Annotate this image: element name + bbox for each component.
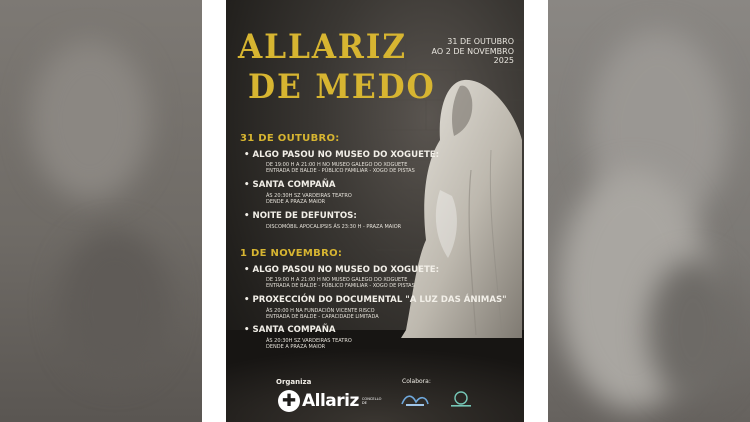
- logo-wordmark: Allariz: [302, 391, 359, 411]
- event-detail-line: DE 19:00 H A 21:00 H NO MUSEO GALEGO DO XOGUETE: [266, 162, 408, 168]
- event-details: [266, 162, 415, 175]
- date-line: 31 DE OUTUBRO: [447, 37, 514, 46]
- event-title: • ALGO PASOU NO MUSEO DO XOGUETE:: [244, 150, 439, 160]
- event-detail-line: DENDE A PRAZA MAIOR: [266, 199, 326, 206]
- date-line: 2025: [493, 56, 514, 65]
- blurred-background-left: [0, 0, 202, 422]
- event-detail-line: ÁS 20:30H SZ VARDEIRAS TEATRO: [266, 193, 352, 199]
- event-detail-line: ÁS 20:00 H NA FUNDACIÓN VICENTE RISCO: [266, 308, 375, 314]
- event-title: • SANTA COMPAÑA: [244, 325, 336, 335]
- partner-logo-icon: [446, 390, 476, 408]
- event-poster: [226, 0, 524, 422]
- event-detail-line: DE 19:00 H A 21:00 H NO MUSEO GALEGO DO XOGUETE: [266, 277, 408, 283]
- event-detail-line: ENTRADA DE BALDE - PÚBLICO FAMILIAR - XOGO DE PISTAS: [266, 283, 415, 290]
- event-details: [266, 277, 415, 290]
- blurred-background-right: [548, 0, 750, 422]
- event-details: [266, 338, 352, 351]
- event-details: [266, 193, 352, 206]
- event-title: • SANTA COMPAÑA: [244, 180, 336, 190]
- event-detail-line: ENTRADA DE BALDE - CAPACIDADE LIMITADA: [266, 314, 379, 321]
- logo-subtext: CONCELLO DE: [361, 397, 382, 405]
- event-detail-line: DISCOMÓBIL APOCALIPSIS ÁS 23:30 H - PRAZA MAIOR: [266, 224, 402, 230]
- event-title: • PROXECCIÓN DO DOCUMENTAL "A LUZ DAS ÁNIMAS": [244, 295, 507, 305]
- event-detail-line: ENTRADA DE BALDE - PÚBLICO FAMILIAR - XOGO DE PISTAS: [266, 168, 415, 175]
- concello-allariz-logo: [278, 390, 384, 412]
- event-title: • ALGO PASOU NO MUSEO DO XOGUETE:: [244, 265, 439, 275]
- event-title: • NOITE DE DEFUNTOS:: [244, 211, 357, 221]
- event-detail-line: DENDE A PRAZA MAIOR: [266, 344, 326, 351]
- poster-title-line-2: DE MEDO: [248, 67, 436, 107]
- event-details: [266, 308, 379, 321]
- event-dates: [404, 37, 514, 66]
- event-details: [266, 224, 401, 230]
- organiza-label: Organiza: [276, 378, 312, 386]
- date-line: AO 2 DE NOVEMBRO: [431, 46, 514, 56]
- section-heading-nov1: 1 DE NOVEMBRO:: [240, 248, 343, 259]
- event-detail-line: ÁS 20:30H SZ VARDEIRAS TEATRO: [266, 338, 352, 344]
- section-heading-oct31: 31 DE OUTUBRO:: [240, 133, 340, 144]
- partner-logo-icon: [400, 390, 430, 408]
- poster-title-line-1: ALLARIZ: [238, 27, 407, 67]
- colabora-label: Colabora:: [402, 378, 431, 385]
- cross-mark-icon: ✚: [278, 390, 300, 412]
